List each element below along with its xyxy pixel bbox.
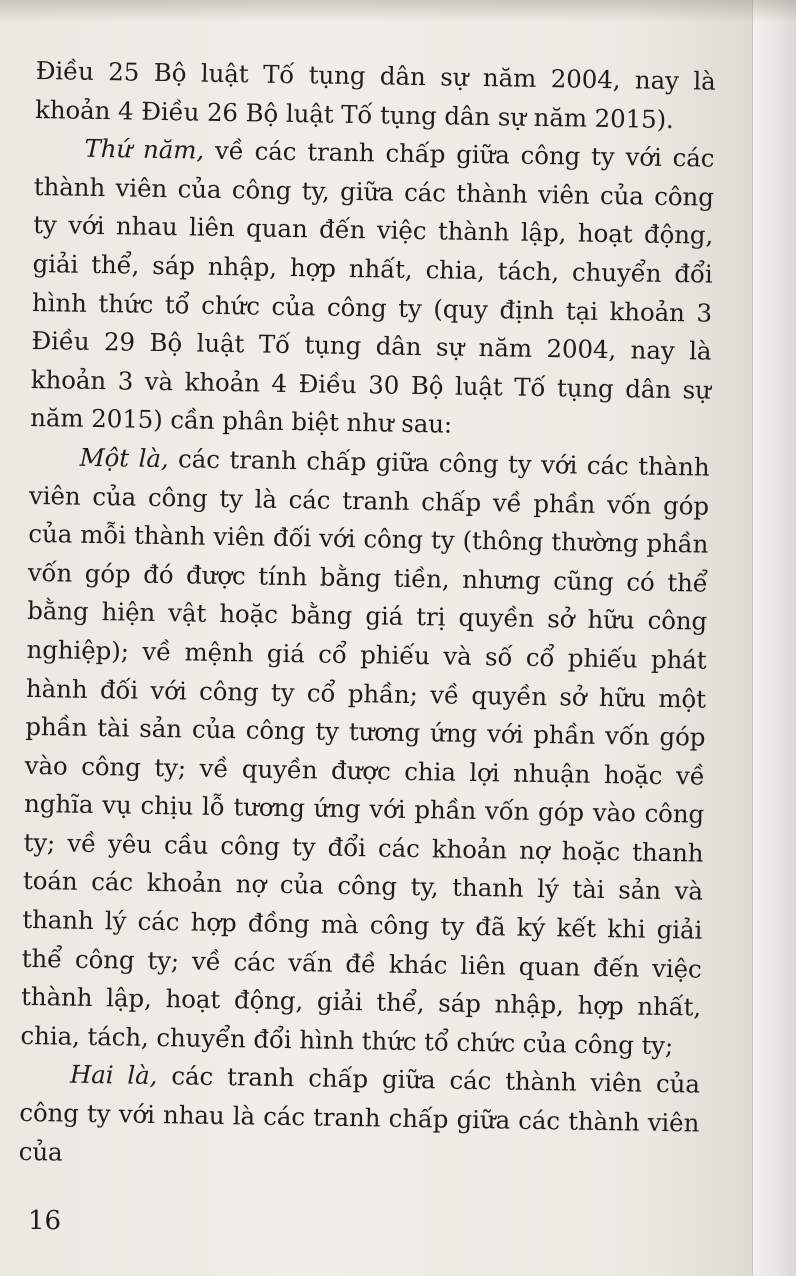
paragraph-body: các tranh chấp giữa công ty với các thành viên của công ty là các tranh chấp về phần vốn góp của mỗi thành viên đối với công ty (thông thường phần vốn góp đó được tính bằng tiền, nhưng cũng có thể bằng hiện vật hoặc bằng giá trị quyền sở hữu công nghiệp); về mệnh giá cổ phiếu và số cổ phiếu phát hành đối với công ty cổ phần; về quyền sở hữu một phần tài sản của công ty tương ứng với phần vốn góp vào công ty; về quyền được chia lợi nhuận hoặc về nghĩa vụ chịu lỗ tương ứng với phần vốn góp vào công ty; về yêu cầu công ty đổi các khoản nợ hoặc thanh toán các khoản nợ của công ty, thanh lý tài sản và thanh lý các hợp đồng mà công ty đã ký kết khi giải thể công ty; về các vấn đề khác liên quan đến việc thành lập, hoạt động, giải thể, sáp nhập, hợp nhất, chia, tách, chuyển đổi hình thức tổ chức của công ty;: [20, 444, 710, 1060]
paragraph-body: các tranh chấp giữa các thành viên của công ty với nhau là các tranh chấp giữa các thành viên của: [18, 1061, 701, 1167]
paragraph-body: về các tranh chấp giữa công ty với các thành viên của công ty, giữa các thành viên của công ty với nhau liên quan đến việc thành lập, hoạt động, giải thể, sáp nhập, hợp nhất, chia, tách, chuyển đổi hình thức tổ chức của công ty (quy định tại khoản 3 Điều 29 Bộ luật Tố tụng dân sự năm 2004, nay là khoản 3 và khoản 4 Điều 30 Bộ luật Tố tụng dân sự năm 2015) cần phân biệt như sau:: [30, 135, 715, 439]
top-shadow: [0, 0, 796, 22]
paragraph-mot-la: [20, 438, 710, 1066]
paragraph-thu-nam: [30, 129, 715, 448]
paragraph-lead: Thứ năm,: [84, 133, 205, 165]
paragraph-continuation: [35, 52, 716, 140]
paragraph-body: Điều 25 Bộ luật Tố tụng dân sự năm 2004, nay là khoản 4 Điều 26 Bộ luật Tố tụng dân sự năm 2015).: [34, 55, 716, 134]
paragraph-hai-la: [18, 1055, 700, 1181]
page-number: 16: [28, 1206, 62, 1236]
paragraph-lead: Hai là,: [69, 1060, 158, 1091]
paragraph-lead: Một là,: [79, 442, 169, 474]
body-text: [18, 52, 715, 1182]
next-page-edge: [752, 0, 796, 1276]
